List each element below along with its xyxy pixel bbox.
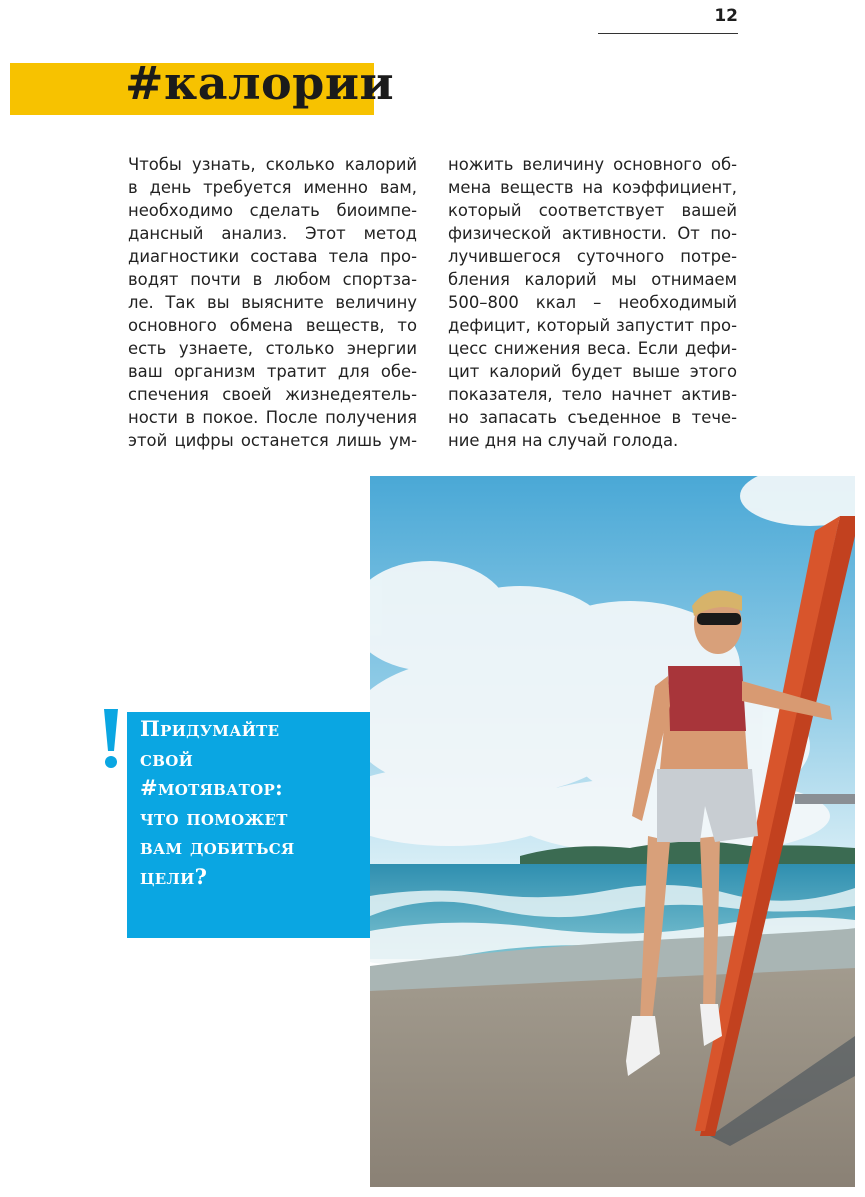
page-title: #калории <box>125 56 395 110</box>
text-line: бления калорий мы отнимаем <box>448 270 737 289</box>
body-column-right <box>448 153 737 452</box>
text-line: спечения своей жизнедеятель- <box>128 385 417 404</box>
text-line: 500–800 ккал – необходимый <box>448 293 737 312</box>
page-number: 12 <box>714 6 738 26</box>
text-line: мена веществ на коэффициент, <box>448 178 737 197</box>
text-line: цит калорий будет выше этого <box>448 362 737 381</box>
text-line: есть узнаете, столько энергии <box>128 339 417 358</box>
text-line: водят почти в любом спортза- <box>128 270 417 289</box>
callout-line: свой <box>140 745 194 771</box>
body-column-left <box>128 153 417 452</box>
text-line: необходимо сделать биоимпе- <box>128 201 417 220</box>
callout-line: вам добиться <box>140 834 295 859</box>
text-line: ваш организм тратит для обе- <box>128 362 417 381</box>
text-line: ности в покое. После получения <box>128 408 417 427</box>
text-line: этой цифры останется лишь ум- <box>128 431 417 450</box>
text-line: но запасать съеденное в тече- <box>448 408 737 427</box>
callout-line: Придумайте <box>140 716 280 741</box>
header-divider <box>598 33 738 34</box>
text-line: основного обмена веществ, то <box>128 316 417 335</box>
text-line: ние дня на случай голода. <box>448 431 679 450</box>
text-line: диагностики состава тела про- <box>128 247 417 266</box>
text-line: физической активности. От по- <box>448 224 737 243</box>
callout-line: цели? <box>140 863 208 889</box>
text-line: дефицит, который запустит про- <box>448 316 737 335</box>
beach-photo <box>370 476 855 1187</box>
text-line: дансный анализ. Этот метод <box>128 224 417 243</box>
callout-text <box>140 714 365 891</box>
text-line: в день требуется именно вам, <box>128 178 417 197</box>
text-line: лучившегося суточного потре- <box>448 247 737 266</box>
text-line: цесс снижения веса. Если дефи- <box>448 339 737 358</box>
text-line: показателя, тело начнет актив- <box>448 385 737 404</box>
text-line: который соответствует вашей <box>448 201 737 220</box>
text-line: Чтобы узнать, сколько калорий <box>128 155 417 174</box>
exclamation-icon <box>99 707 123 771</box>
text-line: ножить величину основного об- <box>448 155 737 174</box>
callout-line: что поможет <box>140 804 288 830</box>
callout-line: #мотяватор: <box>140 775 284 800</box>
text-line: ле. Так вы выясните величину <box>128 293 417 312</box>
